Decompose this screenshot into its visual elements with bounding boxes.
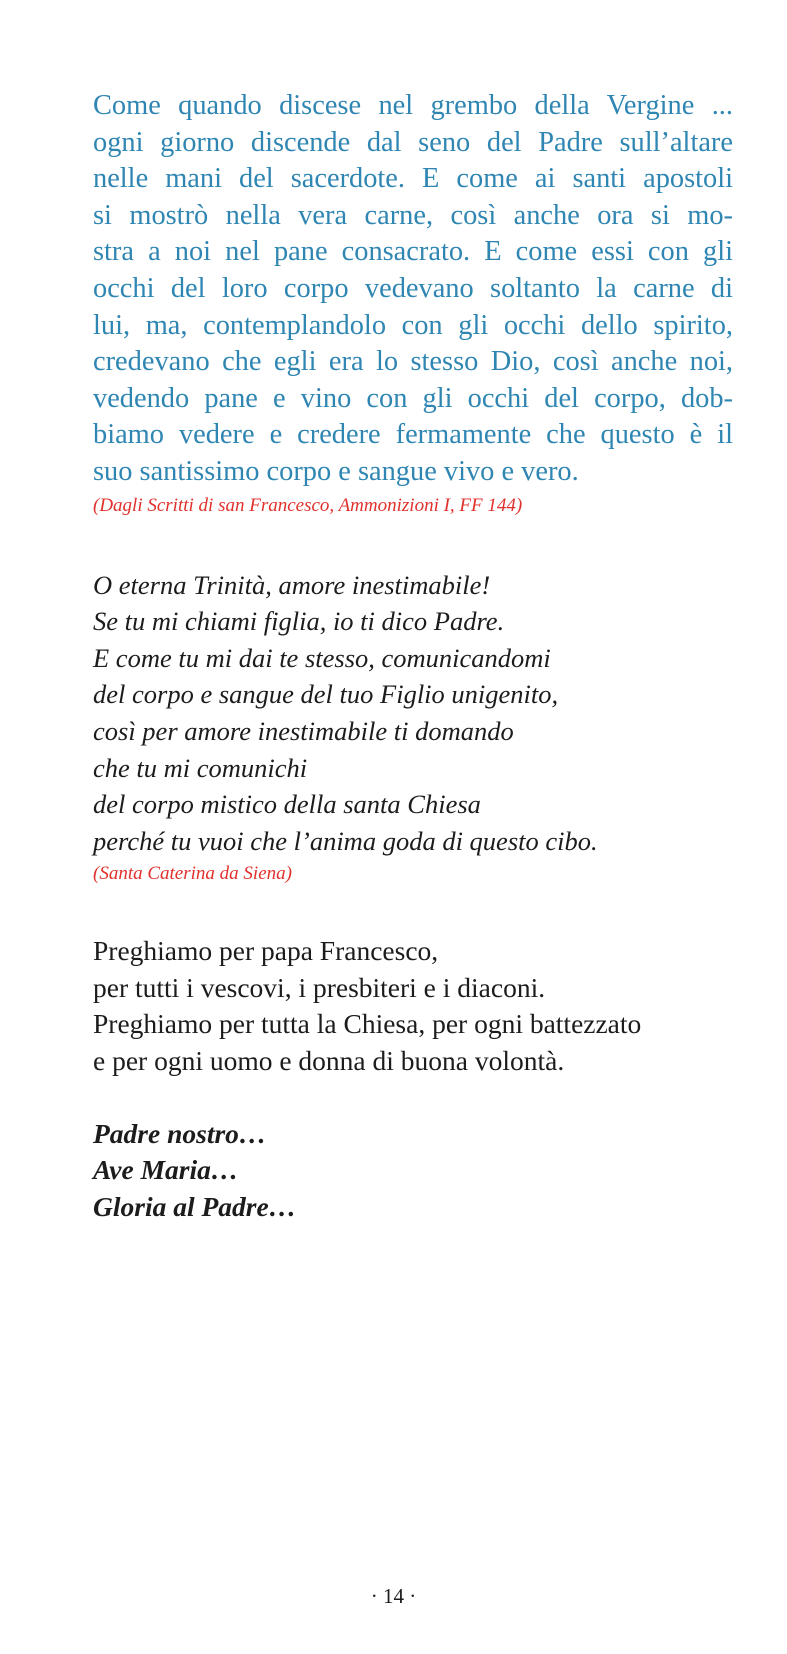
intercession-line: Preghiamo per tutta la Chiesa, per ogni battezzato (93, 1008, 642, 1040)
quote-line: lui, ma, contemplandolo con gli occhi dello spirito, (93, 309, 733, 341)
quote-source: (Dagli Scritti di san Francesco, Ammonizioni I, FF 144) (93, 494, 523, 516)
closing-line-hail-mary: Ave Maria… (93, 1154, 239, 1186)
page-content (93, 88, 733, 1225)
intercession-prayer (93, 933, 733, 1079)
prayer-line: perché tu vuoi che l’anima goda di questo cibo. (93, 825, 598, 856)
quote-line: nelle mani del sacerdote. E come ai santi apostoli (93, 163, 733, 195)
quote-line: biamo vedere e credere fermamente che questo è il (93, 419, 733, 451)
quote-line: vedendo pane e vino con gli occhi del corpo, dob- (93, 382, 733, 414)
intercession-line: Preghiamo per papa Francesco, (93, 935, 439, 967)
quote-line: si mostrò nella vera carne, così anche ora si mo- (93, 199, 733, 231)
prayer-source: (Santa Caterina da Siena) (93, 863, 292, 885)
francis-quote (93, 88, 733, 491)
quote-line: suo santissimo corpo e sangue vivo e vero. (93, 455, 579, 487)
closing-prayers (93, 1116, 733, 1226)
prayer-line: del corpo mistico della santa Chiesa (93, 789, 481, 820)
quote-line: stra a noi nel pane consacrato. E come essi con gli (93, 236, 733, 268)
closing-line-our-father: Padre nostro… (93, 1117, 267, 1149)
prayer-line: Se tu mi chiami figlia, io ti dico Padre. (93, 606, 505, 637)
closing-line-glory-be: Gloria al Padre… (93, 1190, 297, 1222)
quote-line: occhi del loro corpo vedevano soltanto la carne di (93, 272, 733, 304)
prayer-line: che tu mi comunichi (93, 752, 308, 783)
catherine-prayer (93, 567, 733, 860)
quote-line: Come quando discese nel grembo della Vergine ... (93, 90, 733, 121)
prayer-line: E come tu mi dai te stesso, comunicandomi (93, 642, 551, 673)
quote-line: credevano che egli era lo stesso Dio, così anche noi, (93, 346, 733, 378)
prayer-line: O eterna Trinità, amore inestimabile! (93, 569, 491, 600)
intercession-line: per tutti i vescovi, i presbiteri e i diaconi. (93, 971, 546, 1003)
quote-line: ogni giorno discende dal seno del Padre sull’altare (93, 126, 733, 158)
prayer-line: del corpo e sangue del tuo Figlio unigenito, (93, 679, 559, 710)
page-number: · 14 · (370, 1584, 417, 1608)
intercession-line: e per ogni uomo e donna di buona volontà. (93, 1045, 565, 1077)
prayer-line: così per amore inestimabile ti domando (93, 715, 514, 746)
